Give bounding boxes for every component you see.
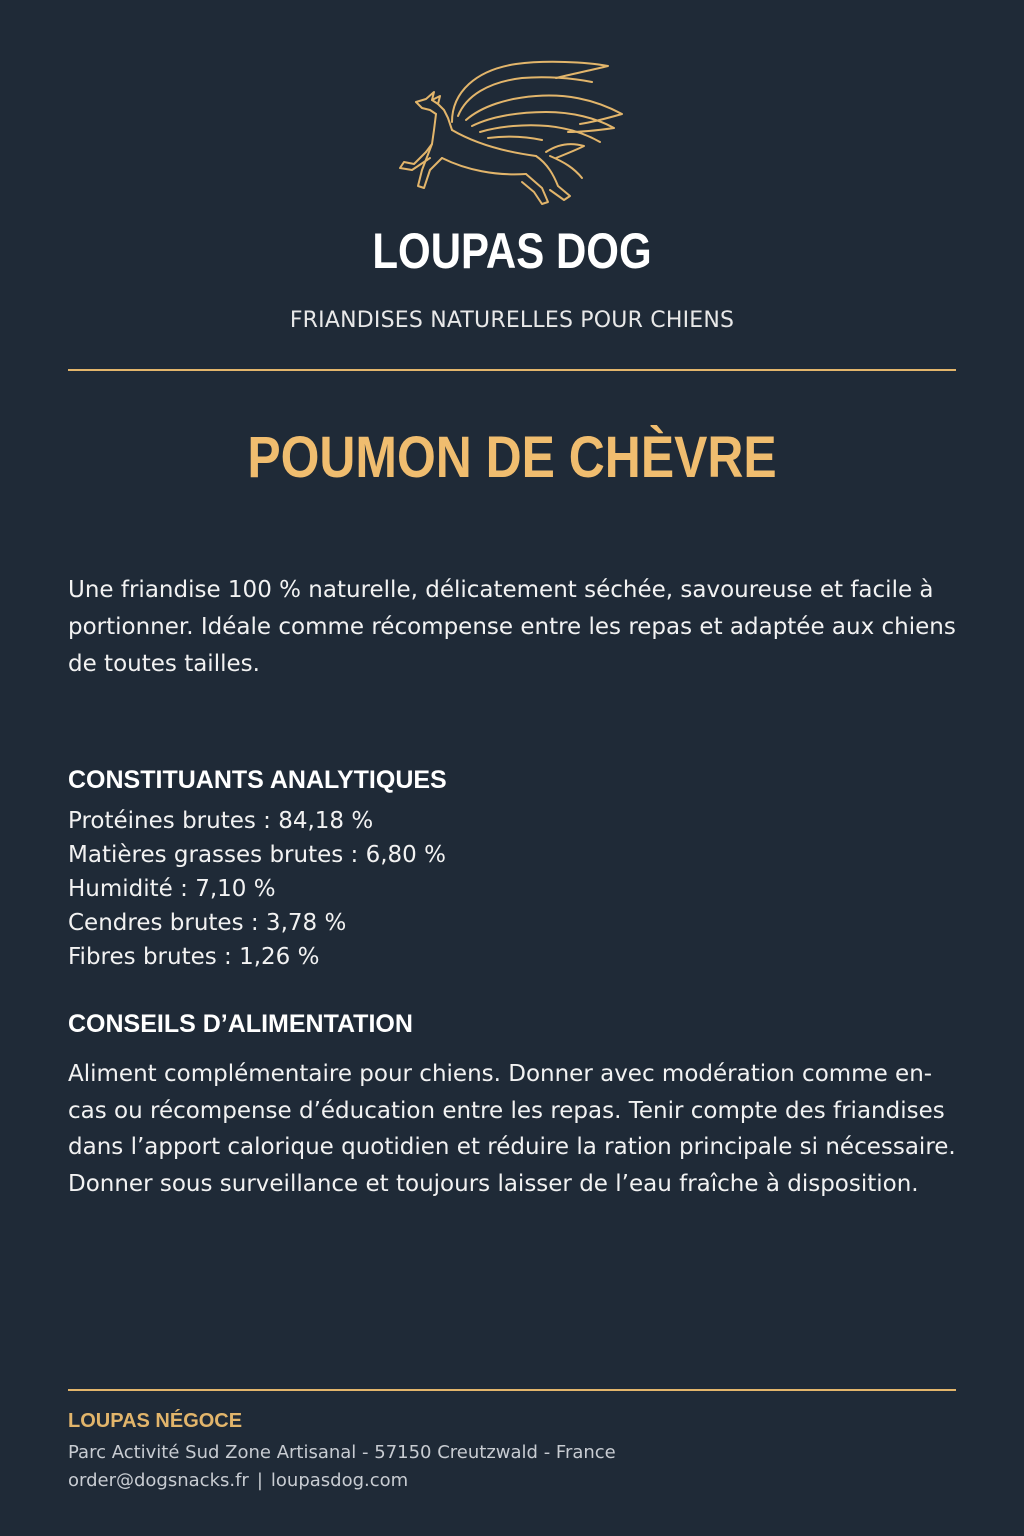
contact-separator: | xyxy=(256,1470,263,1491)
analytics-item-fiber: Fibres brutes : 1,26 % xyxy=(68,944,320,970)
contact-website[interactable]: loupasdog.com xyxy=(270,1470,409,1491)
analytics-list xyxy=(68,804,446,974)
analytics-item-moisture: Humidité : 7,10 % xyxy=(68,876,276,902)
winged-dog-icon xyxy=(396,52,632,214)
brand-tagline: FRIANDISES NATURELLES POUR CHIENS xyxy=(289,308,735,333)
analytics-item-fat: Matières grasses brutes : 6,80 % xyxy=(68,842,446,868)
feeding-heading: CONSEILS D’ALIMENTATION xyxy=(68,1010,413,1038)
company-name: LOUPAS NÉGOCE xyxy=(68,1410,243,1432)
company-address: Parc Activité Sud Zone Artisanal - 57150 Creutzwald - France xyxy=(68,1442,616,1463)
contact-email[interactable]: order@dogsnacks.fr xyxy=(68,1470,249,1491)
product-title: POUMON DE CHÈVRE xyxy=(247,425,777,490)
brand-name: LOUPAS DOG xyxy=(372,223,652,279)
feeding-text: Aliment complémentaire pour chiens. Donner avec modération comme en-cas ou récompense d’éducation entre les repas. Tenir compte des friandises dans l’apport calorique quotidien et réduire la ration principale si nécessaire. Donner sous surveillance et toujours laisser de l’eau fraîche à disposition. xyxy=(68,1061,956,1197)
footer-divider xyxy=(68,1389,956,1391)
analytics-item-ash: Cendres brutes : 3,78 % xyxy=(68,910,347,936)
analytics-item-protein: Protéines brutes : 84,18 % xyxy=(68,808,374,834)
product-description: Une friandise 100 % naturelle, délicatement séchée, savoureuse et facile à portionner. Idéale comme récompense entre les repas et adaptée aux chiens de toutes tailles. xyxy=(68,577,956,677)
analytics-heading: CONSTITUANTS ANALYTIQUES xyxy=(68,766,447,794)
contact-line xyxy=(68,1470,408,1491)
header-divider xyxy=(68,369,956,371)
